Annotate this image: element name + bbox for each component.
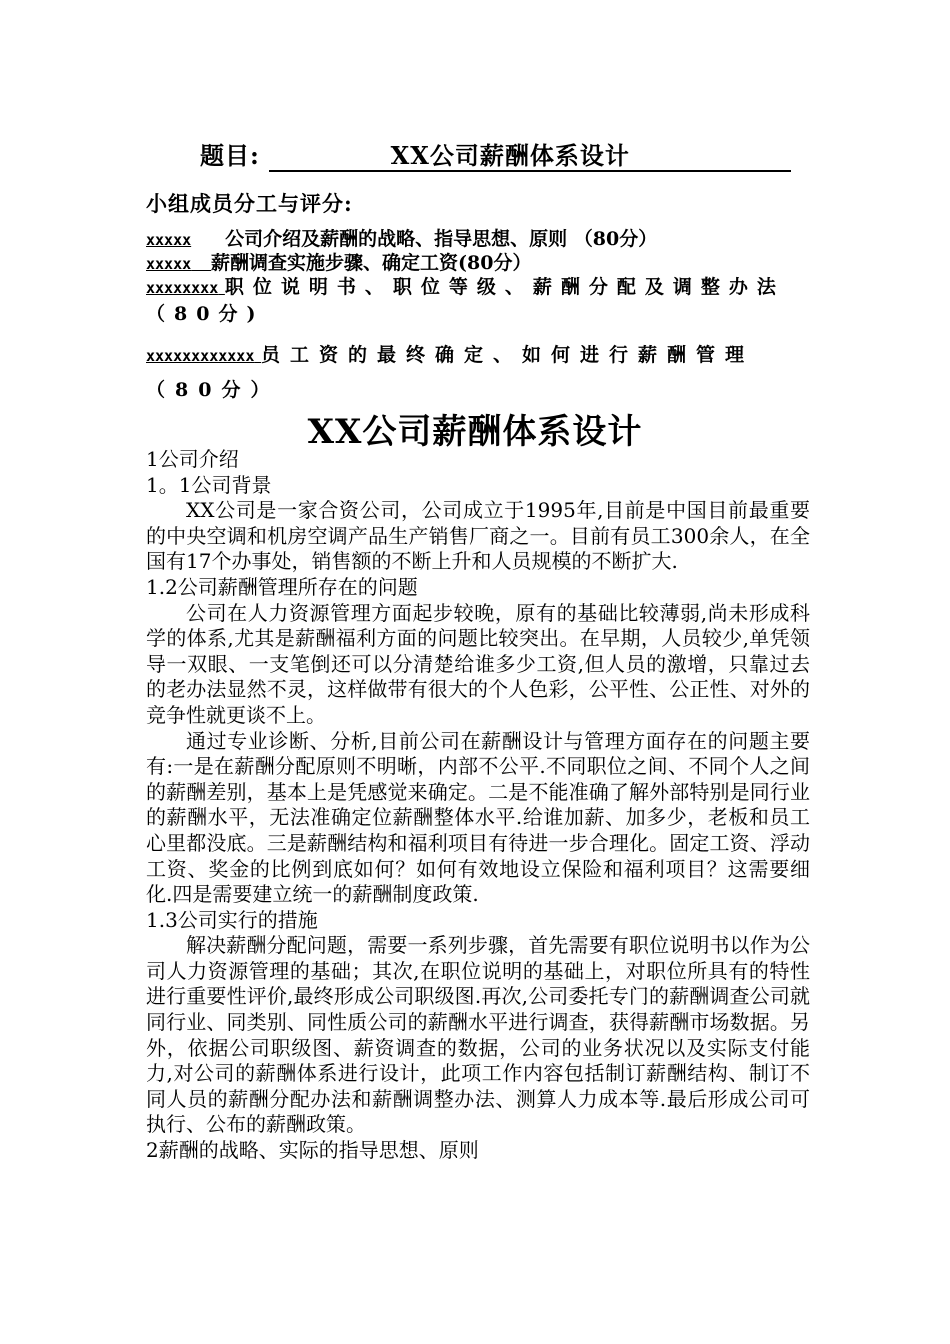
member-name: xxxxxxxxxxxx: [146, 347, 255, 365]
member-name: xxxxxxxx: [146, 279, 219, 297]
member-row: [146, 226, 806, 253]
assignment-title: [200, 136, 791, 172]
title-blank: [269, 142, 791, 172]
title-label: 题目:: [200, 141, 260, 170]
section-heading: 1.2公司薪酬管理所存在的问题: [146, 574, 418, 599]
member-task: 公司介绍及薪酬的战略、指导思想、原则 （80分）: [225, 228, 658, 250]
paragraph: 通过专业诊断、分析,目前公司在薪酬设计与管理方面存在的问题主要有:一是在薪酬分配原则不明晰，内部不公平.不同职位之间、不同个人之间的薪酬差别，基本上是凭感觉来确定。二是不能准确了解外部特别是同行业的薪酬水平，无法准确定位薪酬整体水平.给谁加薪、加多少，老板和员工心里都没底。三是薪酬结构和福利项目有待进一步合理化。固定工资、浮动工资、奖金的比例到底如何？如何有效地设立保险和福利项目？这需要细化.四是需要建立统一的薪酬制度政策.: [146, 728, 810, 907]
section-heading: 1。1公司背景: [146, 472, 272, 497]
member-row: [146, 338, 806, 407]
member-row: [146, 250, 806, 277]
member-task: 薪酬调查实施步骤、确定工资(80分）: [211, 252, 532, 274]
section-heading: 1公司介绍: [146, 447, 239, 471]
title-value: XX公司薪酬体系设计: [390, 141, 630, 170]
paragraph: 公司在人力资源管理方面起步较晚，原有的基础比较薄弱,尚未形成科学的体系,尤其是薪酬福利方面的问题比较突出。在早期，人员较少,单凭领导一双眼、一支笔倒还可以分清楚给谁多少工资,但人员的激增，只靠过去的老办法显然不灵，这样做带有很大的个人色彩，公平性、公正性、对外的竞争性就更谈不上。: [146, 600, 810, 727]
members-heading: 小组成员分工与评分:: [146, 191, 353, 216]
document-title: XX公司薪酬体系设计: [307, 412, 643, 452]
member-task: 员工资的最终确定、如何进行薪酬管理（80分）: [146, 344, 755, 401]
member-task: 职位说明书、职位等级、薪酬分配及调整办法（80分): [146, 276, 785, 325]
member-name: xxxxx: [146, 255, 192, 273]
paragraph: XX公司是一家合资公司，公司成立于1995年,目前是中国目前最重要的中央空调和机房空调产品生产销售厂商之一。目前有员工300余人，在全国有17个办事处，销售额的不断上升和人员规模的不断扩大.: [146, 498, 810, 574]
section-heading: 2薪酬的战略、实际的指导思想、原则: [146, 1138, 479, 1163]
section-heading: 1.3公司实行的措施: [146, 907, 318, 932]
member-row: [146, 274, 806, 327]
paragraph: 解决薪酬分配问题，需要一系列步骤，首先需要有职位说明书以作为公司人力资源管理的基础；其次,在职位说明的基础上，对职位所具有的特性进行重要性评价,最终形成公司职级图.再次,公司委托专门的薪酬调查公司就同行业、同类别、同性质公司的薪酬水平进行调查，获得薪酬市场数据。另外，依据公司职级图、薪资调查的数据，公司的业务状况以及实际支付能力,对公司的薪酬体系进行设计，此项工作内容包括制订薪酬结构、制订不同人员的薪酬分配办法和薪酬调整办法、测算人力成本等.最后形成公司可执行、公布的薪酬政策。: [146, 933, 810, 1137]
member-name: xxxxx: [146, 231, 192, 249]
document-body: [146, 447, 810, 1164]
